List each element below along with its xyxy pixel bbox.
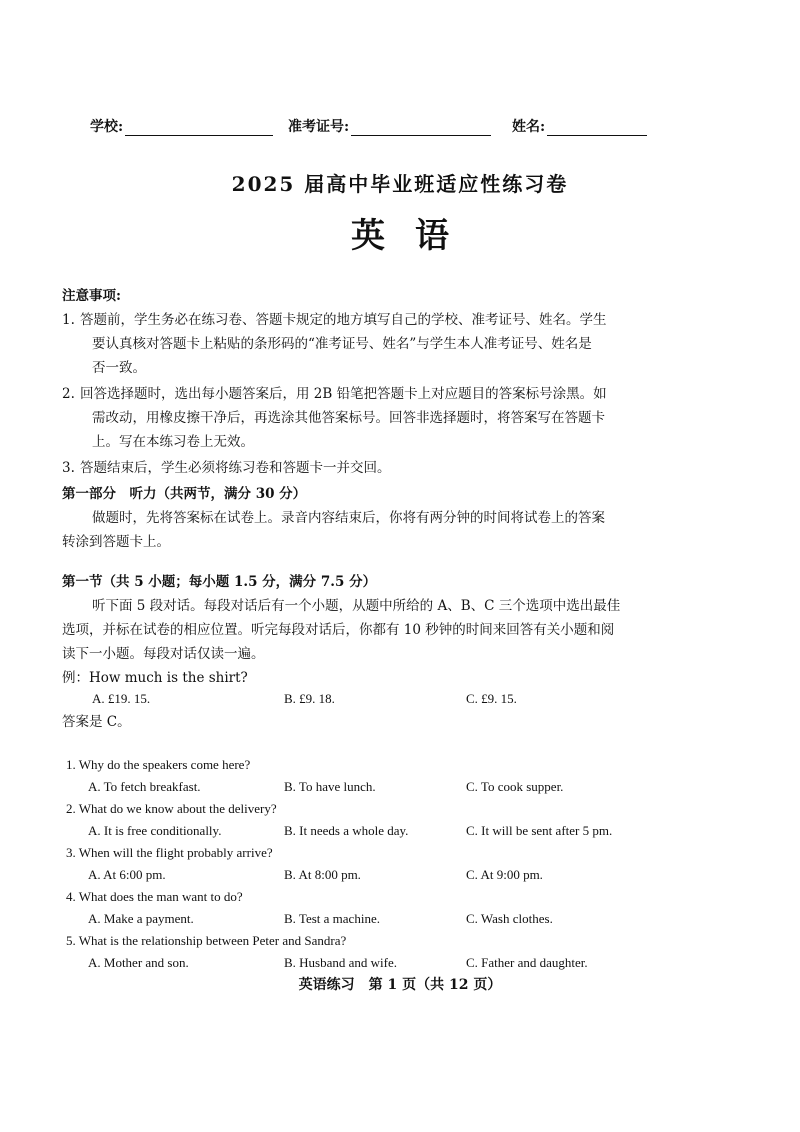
- question-stem: 4. What does the man want to do?: [66, 889, 243, 904]
- question-option-c: C. Wash clothes.: [466, 911, 553, 926]
- section1-intro-line: 听下面 5 段对话。每段对话后有一个小题，从题中所给的 A、B、C 三个选项中选出最佳: [92, 598, 621, 614]
- question-option-c: C. To cook supper.: [466, 779, 564, 794]
- question-stem: 2. What do we know about the delivery?: [66, 801, 277, 816]
- name-field: [512, 116, 647, 136]
- notice-item-line: 需改动，用橡皮擦干净后，再选涂其他答案标号。回答非选择题时，将答案写在答题卡: [92, 410, 605, 426]
- notice-item-line: 要认真核对答题卡上粘贴的条形码的“准考证号、姓名”与学生本人准考证号、姓名是: [92, 336, 592, 352]
- question-option-b: B. It needs a whole day.: [284, 823, 409, 838]
- question-option-a: A. Mother and son.: [88, 955, 189, 970]
- notice-item-line: 答题结束后，学生必须将练习卷和答题卡一并交回。: [80, 460, 391, 476]
- name-blank: [547, 120, 647, 136]
- question-option-c: C. It will be sent after 5 pm.: [466, 823, 613, 838]
- question-option-a: A. Make a payment.: [88, 911, 194, 926]
- question-option-b: B. Husband and wife.: [284, 955, 398, 970]
- question-option-a: A. At 6:00 pm.: [88, 867, 166, 882]
- question-option-b: B. Test a machine.: [284, 911, 380, 926]
- notice-item-line: 回答选择题时，选出每小题答案后，用 2B 铅笔把答题卡上对应题目的答案标号涂黑。如: [80, 386, 607, 402]
- section1-intro-line: 读下一小题。每段对话仅读一遍。: [62, 646, 265, 662]
- candidate-info-row: [90, 116, 710, 138]
- page-footer: 英语练习 第 1 页（共 12 页）: [298, 977, 502, 993]
- notice-heading: 注意事项:: [62, 288, 121, 304]
- section1-heading: 第一节（共 5 小题；每小题 1.5 分，满分 7.5 分）: [62, 574, 377, 590]
- exam-id-field: [288, 116, 491, 136]
- notice-item-line: 答题前，学生务必在练习卷、答题卡规定的地方填写自己的学校、准考证号、姓名。学生: [80, 312, 607, 328]
- notice-item-line: 上。写在本练习卷上无效。: [92, 434, 254, 450]
- subject-title: 英语: [351, 216, 479, 256]
- notice-item-number: 3.: [62, 460, 75, 476]
- notice-item-line: 否一致。: [92, 360, 146, 376]
- question-option-a: A. It is free conditionally.: [88, 823, 222, 838]
- exam-title: 2025 届高中毕业班适应性练习卷: [231, 172, 569, 196]
- exam-id-blank: [351, 120, 491, 136]
- school-field: [90, 116, 273, 136]
- part1-intro-line: 转涂到答题卡上。: [62, 534, 170, 550]
- example-stem: 例：How much is the shirt?: [62, 670, 248, 686]
- question-option-b: B. To have lunch.: [284, 779, 376, 794]
- notice-item-number: 1.: [62, 312, 75, 328]
- part1-heading: 第一部分 听力（共两节，满分 30 分）: [62, 486, 307, 502]
- question-stem: 5. What is the relationship between Peter and Sandra?: [66, 933, 347, 948]
- question-stem: 1. Why do the speakers come here?: [66, 757, 251, 772]
- part1-intro-line: 做题时，先将答案标在试卷上。录音内容结束后，你将有两分钟的时间将试卷上的答案: [92, 510, 605, 526]
- exam-id-label: 准考证号:: [288, 119, 350, 135]
- school-blank: [125, 120, 273, 136]
- example-option-a: A. £19. 15.: [92, 691, 151, 706]
- notice-item-number: 2.: [62, 386, 75, 402]
- question-option-a: A. To fetch breakfast.: [88, 779, 201, 794]
- name-label: 姓名:: [512, 119, 546, 135]
- section1-intro-line: 选项，并标在试卷的相应位置。听完每段对话后，你都有 10 秒钟的时间来回答有关小题和阅: [62, 622, 615, 638]
- school-label: 学校:: [90, 119, 124, 135]
- question-stem: 3. When will the flight probably arrive?: [66, 845, 273, 860]
- example-answer: 答案是 C。: [62, 714, 131, 730]
- question-option-c: C. Father and daughter.: [466, 955, 588, 970]
- example-option-c: C. £9. 15.: [466, 691, 517, 706]
- question-option-b: B. At 8:00 pm.: [284, 867, 361, 882]
- example-option-b: B. £9. 18.: [284, 691, 335, 706]
- question-option-c: C. At 9:00 pm.: [466, 867, 543, 882]
